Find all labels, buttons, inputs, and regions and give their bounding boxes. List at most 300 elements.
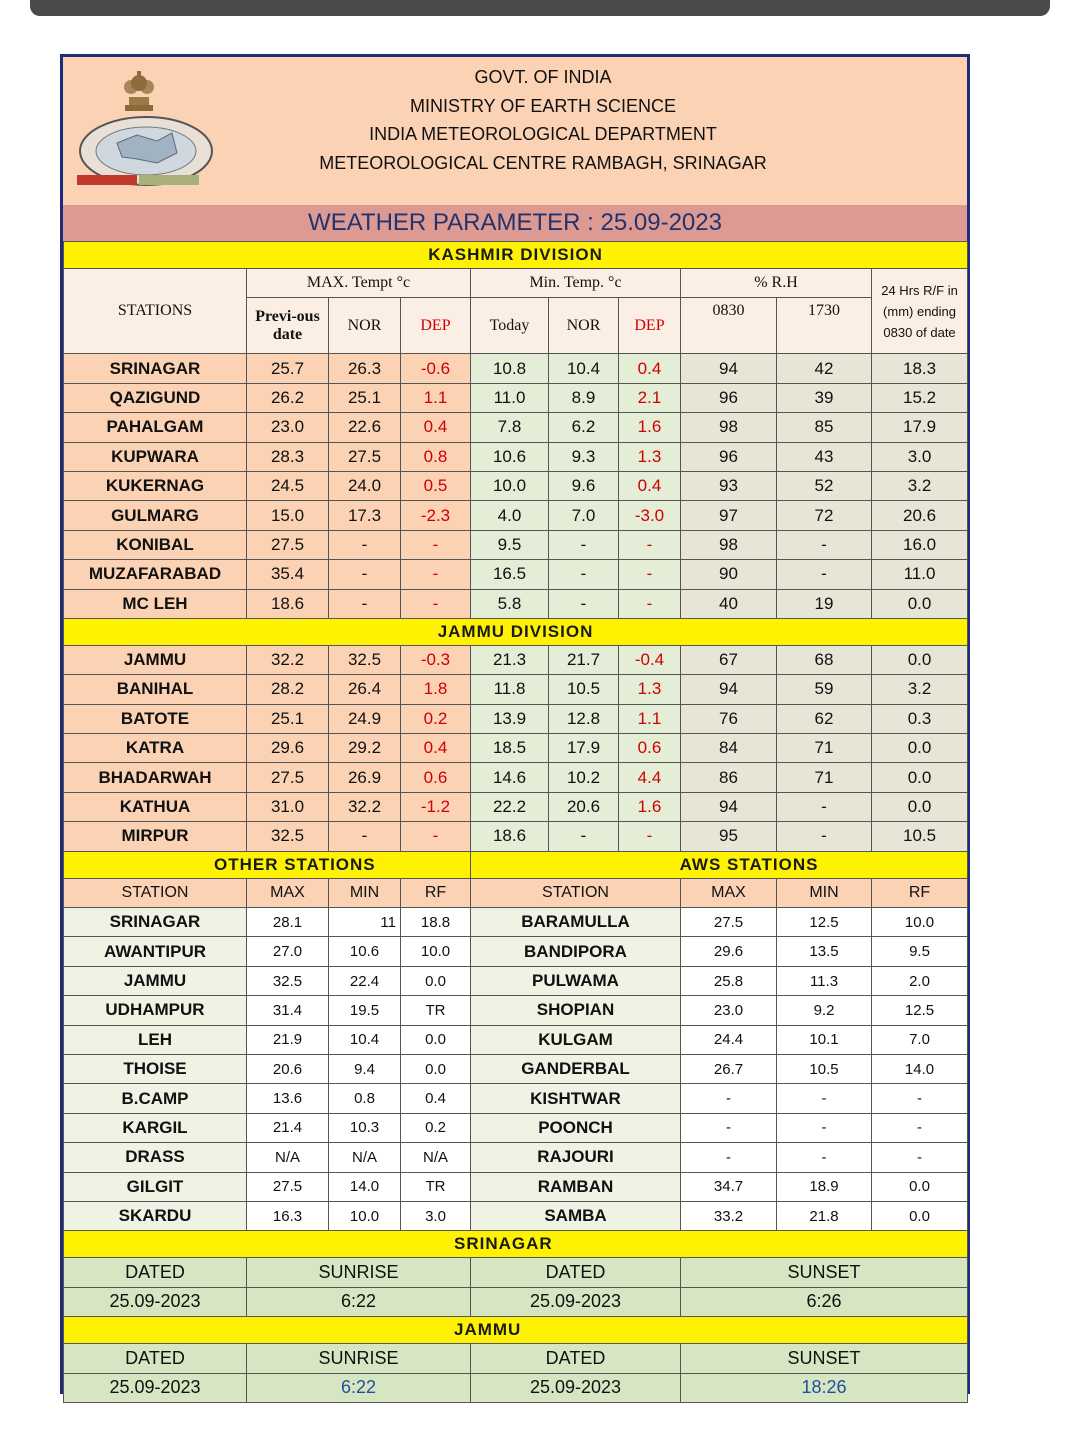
other-min: 9.4 xyxy=(329,1054,401,1083)
min-departure: -0.4 xyxy=(619,645,681,674)
min-departure: 1.6 xyxy=(619,792,681,821)
rainfall: 10.5 xyxy=(872,822,968,851)
rh-1730: - xyxy=(777,792,872,821)
col-stations: STATIONS xyxy=(64,269,247,354)
min-departure: - xyxy=(619,530,681,559)
aws-min: 12.5 xyxy=(777,908,872,937)
rh-0830: 96 xyxy=(681,442,777,471)
rainfall: 0.0 xyxy=(872,645,968,674)
bulletin-header xyxy=(63,57,967,205)
rh-1730: - xyxy=(777,822,872,851)
sunset-value: 18:26 xyxy=(681,1373,968,1402)
other-rf: 0.0 xyxy=(401,966,471,995)
max-normal: - xyxy=(329,560,401,589)
aws-rf: 12.5 xyxy=(872,996,968,1025)
min-temp: 11.0 xyxy=(471,383,549,412)
other-station-name: B.CAMP xyxy=(64,1084,247,1113)
col-max-dep: DEP xyxy=(401,298,471,354)
rh-1730: 42 xyxy=(777,354,872,383)
other-max: 27.0 xyxy=(247,937,329,966)
aws-station-name: BANDIPORA xyxy=(471,937,681,966)
max-normal: 29.2 xyxy=(329,734,401,763)
aws-stations-label: AWS STATIONS xyxy=(471,851,968,878)
aws-max: - xyxy=(681,1084,777,1113)
min-departure: 1.3 xyxy=(619,442,681,471)
rainfall: 0.3 xyxy=(872,704,968,733)
other-station-name: SRINAGAR xyxy=(64,908,247,937)
aws-col-station: STATION xyxy=(471,878,681,907)
other-rf: 0.2 xyxy=(401,1113,471,1142)
station-name: MUZAFARABAD xyxy=(64,560,247,589)
rh-0830: 95 xyxy=(681,822,777,851)
other-station-name: DRASS xyxy=(64,1143,247,1172)
sunrise-label: SUNRISE xyxy=(247,1258,471,1287)
weather-table xyxy=(63,241,968,1403)
other-min: 0.8 xyxy=(329,1084,401,1113)
rh-0830: 96 xyxy=(681,383,777,412)
weather-bulletin xyxy=(60,54,970,1398)
rh-0830: 94 xyxy=(681,792,777,821)
max-normal: - xyxy=(329,530,401,559)
dated-value-2: 25.09-2023 xyxy=(471,1287,681,1316)
aws-station-name: RAMBAN xyxy=(471,1172,681,1201)
aws-station-name: GANDERBAL xyxy=(471,1054,681,1083)
other-stations-label: OTHER STATIONS xyxy=(64,851,471,878)
other-min: N/A xyxy=(329,1143,401,1172)
jammu_sun-label: JAMMU xyxy=(64,1317,968,1344)
max-departure: -2.3 xyxy=(401,501,471,530)
aws-max: 23.0 xyxy=(681,996,777,1025)
other-station-name: UDHAMPUR xyxy=(64,996,247,1025)
table-row xyxy=(64,530,968,559)
table-row xyxy=(64,908,968,937)
max-temp: 25.1 xyxy=(247,704,329,733)
min-departure: 1.3 xyxy=(619,675,681,704)
max-departure: 0.4 xyxy=(401,413,471,442)
sunset-value: 6:26 xyxy=(681,1287,968,1316)
aws-min: 10.5 xyxy=(777,1054,872,1083)
aws-min: 11.3 xyxy=(777,966,872,995)
aws-station-name: POONCH xyxy=(471,1113,681,1142)
other-max: 21.9 xyxy=(247,1025,329,1054)
rainfall: 0.0 xyxy=(872,792,968,821)
max-departure: -1.2 xyxy=(401,792,471,821)
max-temp: 27.5 xyxy=(247,530,329,559)
aws-rf: - xyxy=(872,1143,968,1172)
table-row xyxy=(64,734,968,763)
min-normal: 21.7 xyxy=(549,645,619,674)
max-departure: -0.3 xyxy=(401,645,471,674)
max-normal: 24.9 xyxy=(329,704,401,733)
max-departure: 1.1 xyxy=(401,383,471,412)
other-rf: 0.0 xyxy=(401,1054,471,1083)
min-temp: 10.6 xyxy=(471,442,549,471)
rainfall: 16.0 xyxy=(872,530,968,559)
header-line-imd: INDIA METEOROLOGICAL DEPARTMENT xyxy=(369,124,717,144)
min-temp: 16.5 xyxy=(471,560,549,589)
min-departure: - xyxy=(619,589,681,618)
max-normal: 26.4 xyxy=(329,675,401,704)
col-min-group: Min. Temp. °c xyxy=(471,269,681,298)
aws-min: 13.5 xyxy=(777,937,872,966)
table-row xyxy=(64,1113,968,1142)
min-departure: 1.6 xyxy=(619,413,681,442)
header-text xyxy=(213,63,873,177)
dated-label: DATED xyxy=(64,1258,247,1287)
dated-value: 25.09-2023 xyxy=(64,1373,247,1402)
rh-1730: 62 xyxy=(777,704,872,733)
col-rh-1730: 1730 xyxy=(777,298,872,354)
aws-min: 18.9 xyxy=(777,1172,872,1201)
table-row xyxy=(64,1054,968,1083)
other-max: 32.5 xyxy=(247,966,329,995)
other-max: 27.5 xyxy=(247,1172,329,1201)
jammu-division-label: JAMMU DIVISION xyxy=(64,618,968,645)
max-departure: 0.2 xyxy=(401,704,471,733)
max-normal: 32.2 xyxy=(329,792,401,821)
max-temp: 28.3 xyxy=(247,442,329,471)
max-temp: 26.2 xyxy=(247,383,329,412)
max-normal: 25.1 xyxy=(329,383,401,412)
aws-station-name: KISHTWAR xyxy=(471,1084,681,1113)
header-line-govt: GOVT. OF INDIA xyxy=(474,67,612,87)
min-normal: 7.0 xyxy=(549,501,619,530)
rainfall: 17.9 xyxy=(872,413,968,442)
min-departure: 0.6 xyxy=(619,734,681,763)
rh-0830: 98 xyxy=(681,413,777,442)
rh-0830: 67 xyxy=(681,645,777,674)
table-row xyxy=(64,1084,968,1113)
table-row xyxy=(64,966,968,995)
aws-min: - xyxy=(777,1084,872,1113)
other-station-name: AWANTIPUR xyxy=(64,937,247,966)
aws-rf: 0.0 xyxy=(872,1172,968,1201)
other-rf: 10.0 xyxy=(401,937,471,966)
min-temp: 22.2 xyxy=(471,792,549,821)
min-temp: 14.6 xyxy=(471,763,549,792)
sunrise-value: 6:22 xyxy=(247,1373,471,1402)
max-departure: 0.6 xyxy=(401,763,471,792)
rh-1730: 19 xyxy=(777,589,872,618)
station-name: BHADARWAH xyxy=(64,763,247,792)
min-normal: 9.6 xyxy=(549,471,619,500)
table-row xyxy=(64,442,968,471)
max-departure: -0.6 xyxy=(401,354,471,383)
other-col-min: MIN xyxy=(329,878,401,907)
aws-col-rf: RF xyxy=(872,878,968,907)
rh-0830: 97 xyxy=(681,501,777,530)
aws-max: 26.7 xyxy=(681,1054,777,1083)
aws-col-max: MAX xyxy=(681,878,777,907)
imd-logo-icon xyxy=(77,113,215,195)
min-departure: 0.4 xyxy=(619,354,681,383)
sunset-label: SUNSET xyxy=(681,1258,968,1287)
max-normal: - xyxy=(329,589,401,618)
max-temp: 18.6 xyxy=(247,589,329,618)
aws-rf: 2.0 xyxy=(872,966,968,995)
other-min: 14.0 xyxy=(329,1172,401,1201)
aws-min: 9.2 xyxy=(777,996,872,1025)
other-col-rf: RF xyxy=(401,878,471,907)
max-departure: 0.8 xyxy=(401,442,471,471)
station-name: JAMMU xyxy=(64,645,247,674)
rh-1730: 85 xyxy=(777,413,872,442)
rh-0830: 93 xyxy=(681,471,777,500)
col-min-dep: DEP xyxy=(619,298,681,354)
table-row xyxy=(64,413,968,442)
max-normal: 32.5 xyxy=(329,645,401,674)
max-temp: 35.4 xyxy=(247,560,329,589)
aws-max: 29.6 xyxy=(681,937,777,966)
min-temp: 11.8 xyxy=(471,675,549,704)
rh-0830: 94 xyxy=(681,675,777,704)
other-max: 28.1 xyxy=(247,908,329,937)
aws-max: - xyxy=(681,1113,777,1142)
aws-rf: - xyxy=(872,1084,968,1113)
min-normal: 20.6 xyxy=(549,792,619,821)
rainfall: 20.6 xyxy=(872,501,968,530)
min-temp: 10.0 xyxy=(471,471,549,500)
aws-rf: 0.0 xyxy=(872,1201,968,1230)
rh-0830: 90 xyxy=(681,560,777,589)
table-row xyxy=(64,996,968,1025)
station-name: KATRA xyxy=(64,734,247,763)
rainfall: 3.2 xyxy=(872,471,968,500)
max-departure: - xyxy=(401,822,471,851)
other-max: 20.6 xyxy=(247,1054,329,1083)
rainfall: 15.2 xyxy=(872,383,968,412)
other-rf: 3.0 xyxy=(401,1201,471,1230)
other-station-name: JAMMU xyxy=(64,966,247,995)
other-min: 10.0 xyxy=(329,1201,401,1230)
min-departure: -3.0 xyxy=(619,501,681,530)
other-min: 22.4 xyxy=(329,966,401,995)
max-departure: - xyxy=(401,560,471,589)
table-row xyxy=(64,501,968,530)
sunrise-value: 6:22 xyxy=(247,1287,471,1316)
table-row xyxy=(64,589,968,618)
min-departure: 1.1 xyxy=(619,704,681,733)
col-rh-0830: 0830 xyxy=(681,298,777,354)
min-departure: 2.1 xyxy=(619,383,681,412)
aws-station-name: PULWAMA xyxy=(471,966,681,995)
min-departure: 4.4 xyxy=(619,763,681,792)
min-departure: - xyxy=(619,822,681,851)
aws-min: 21.8 xyxy=(777,1201,872,1230)
other-min: 19.5 xyxy=(329,996,401,1025)
min-normal: 8.9 xyxy=(549,383,619,412)
min-temp: 18.6 xyxy=(471,822,549,851)
table-row xyxy=(64,383,968,412)
max-temp: 15.0 xyxy=(247,501,329,530)
max-temp: 25.7 xyxy=(247,354,329,383)
min-normal: 10.5 xyxy=(549,675,619,704)
min-departure: 0.4 xyxy=(619,471,681,500)
col-max-nor: NOR xyxy=(329,298,401,354)
top-scroll-bar xyxy=(30,0,1050,16)
aws-min: - xyxy=(777,1113,872,1142)
other-rf: TR xyxy=(401,996,471,1025)
min-temp: 10.8 xyxy=(471,354,549,383)
station-name: MC LEH xyxy=(64,589,247,618)
table-row xyxy=(64,792,968,821)
max-normal: 26.9 xyxy=(329,763,401,792)
max-normal: 26.3 xyxy=(329,354,401,383)
aws-rf: 7.0 xyxy=(872,1025,968,1054)
table-row xyxy=(64,560,968,589)
station-name: KUPWARA xyxy=(64,442,247,471)
header-line-ministry: MINISTRY OF EARTH SCIENCE xyxy=(409,95,677,116)
other-station-name: SKARDU xyxy=(64,1201,247,1230)
other-rf: 18.8 xyxy=(401,908,471,937)
station-name: MIRPUR xyxy=(64,822,247,851)
dated-value: 25.09-2023 xyxy=(64,1287,247,1316)
other-rf: N/A xyxy=(401,1143,471,1172)
aws-rf: 14.0 xyxy=(872,1054,968,1083)
station-name: BATOTE xyxy=(64,704,247,733)
bulletin-title: WEATHER PARAMETER : 25.09-2023 xyxy=(63,205,967,241)
max-departure: 0.4 xyxy=(401,734,471,763)
max-temp: 32.2 xyxy=(247,645,329,674)
aws-max: 27.5 xyxy=(681,908,777,937)
table-row xyxy=(64,645,968,674)
aws-max: 25.8 xyxy=(681,966,777,995)
rh-0830: 76 xyxy=(681,704,777,733)
max-normal: 27.5 xyxy=(329,442,401,471)
min-normal: - xyxy=(549,560,619,589)
station-name: QAZIGUND xyxy=(64,383,247,412)
other-rf: TR xyxy=(401,1172,471,1201)
other-station-name: LEH xyxy=(64,1025,247,1054)
table-row xyxy=(64,822,968,851)
sunrise-label: SUNRISE xyxy=(247,1344,471,1373)
min-normal: - xyxy=(549,530,619,559)
table-row xyxy=(64,704,968,733)
aws-station-name: RAJOURI xyxy=(471,1143,681,1172)
max-normal: 24.0 xyxy=(329,471,401,500)
min-temp: 13.9 xyxy=(471,704,549,733)
min-temp: 5.8 xyxy=(471,589,549,618)
aws-max: 33.2 xyxy=(681,1201,777,1230)
max-temp: 24.5 xyxy=(247,471,329,500)
max-temp: 27.5 xyxy=(247,763,329,792)
max-temp: 29.6 xyxy=(247,734,329,763)
other-min: 11 xyxy=(329,908,401,937)
rh-0830: 98 xyxy=(681,530,777,559)
max-temp: 32.5 xyxy=(247,822,329,851)
max-departure: 0.5 xyxy=(401,471,471,500)
min-temp: 9.5 xyxy=(471,530,549,559)
max-temp: 28.2 xyxy=(247,675,329,704)
other-min: 10.3 xyxy=(329,1113,401,1142)
other-max: 31.4 xyxy=(247,996,329,1025)
max-normal: - xyxy=(329,822,401,851)
aws-max: 24.4 xyxy=(681,1025,777,1054)
min-normal: 10.4 xyxy=(549,354,619,383)
rh-1730: 71 xyxy=(777,734,872,763)
min-normal: 10.2 xyxy=(549,763,619,792)
other-station-name: KARGIL xyxy=(64,1113,247,1142)
table-row xyxy=(64,1143,968,1172)
rh-1730: 71 xyxy=(777,763,872,792)
max-temp: 23.0 xyxy=(247,413,329,442)
rh-1730: 72 xyxy=(777,501,872,530)
table-row xyxy=(64,937,968,966)
rainfall: 0.0 xyxy=(872,589,968,618)
min-temp: 7.8 xyxy=(471,413,549,442)
other-station-name: THOISE xyxy=(64,1054,247,1083)
min-temp: 4.0 xyxy=(471,501,549,530)
aws-max: 34.7 xyxy=(681,1172,777,1201)
header-line-centre: METEOROLOGICAL CENTRE RAMBAGH, SRINAGAR xyxy=(319,152,767,173)
col-max-group: MAX. Tempt °c xyxy=(247,269,471,298)
rh-1730: 68 xyxy=(777,645,872,674)
max-departure: - xyxy=(401,589,471,618)
national-emblem-icon xyxy=(119,69,159,115)
other-min: 10.6 xyxy=(329,937,401,966)
table-row xyxy=(64,471,968,500)
col-min-nor: NOR xyxy=(549,298,619,354)
station-name: KONIBAL xyxy=(64,530,247,559)
aws-max: - xyxy=(681,1143,777,1172)
table-row xyxy=(64,354,968,383)
rh-1730: - xyxy=(777,530,872,559)
station-name: SRINAGAR xyxy=(64,354,247,383)
min-normal: 12.8 xyxy=(549,704,619,733)
aws-col-min: MIN xyxy=(777,878,872,907)
rh-1730: 52 xyxy=(777,471,872,500)
rainfall: 18.3 xyxy=(872,354,968,383)
min-normal: 17.9 xyxy=(549,734,619,763)
other-max: 13.6 xyxy=(247,1084,329,1113)
min-normal: 9.3 xyxy=(549,442,619,471)
other-rf: 0.4 xyxy=(401,1084,471,1113)
rainfall: 0.0 xyxy=(872,763,968,792)
table-row xyxy=(64,675,968,704)
kashmir-division-label: KASHMIR DIVISION xyxy=(64,242,968,269)
rainfall: 0.0 xyxy=(872,734,968,763)
other-min: 10.4 xyxy=(329,1025,401,1054)
other-station-name: GILGIT xyxy=(64,1172,247,1201)
col-rh-group: % R.H xyxy=(681,269,872,298)
rh-1730: 39 xyxy=(777,383,872,412)
dated-label: DATED xyxy=(64,1344,247,1373)
table-row xyxy=(64,1025,968,1054)
min-temp: 18.5 xyxy=(471,734,549,763)
min-normal: 6.2 xyxy=(549,413,619,442)
aws-station-name: SHOPIAN xyxy=(471,996,681,1025)
rainfall: 3.0 xyxy=(872,442,968,471)
rh-1730: 43 xyxy=(777,442,872,471)
srinagar_sun-label: SRINAGAR xyxy=(64,1231,968,1258)
min-normal: - xyxy=(549,589,619,618)
col-rf-group: 24 Hrs R/F in (mm) ending 0830 of date xyxy=(872,269,968,354)
max-normal: 22.6 xyxy=(329,413,401,442)
max-normal: 17.3 xyxy=(329,501,401,530)
other-col-max: MAX xyxy=(247,878,329,907)
station-name: BANIHAL xyxy=(64,675,247,704)
other-max: 16.3 xyxy=(247,1201,329,1230)
rainfall: 11.0 xyxy=(872,560,968,589)
min-normal: - xyxy=(549,822,619,851)
rh-1730: - xyxy=(777,560,872,589)
col-prev: Previ-ous date xyxy=(247,298,329,354)
station-name: GULMARG xyxy=(64,501,247,530)
aws-rf: 10.0 xyxy=(872,908,968,937)
col-today: Today xyxy=(471,298,549,354)
other-max: N/A xyxy=(247,1143,329,1172)
table-row xyxy=(64,763,968,792)
